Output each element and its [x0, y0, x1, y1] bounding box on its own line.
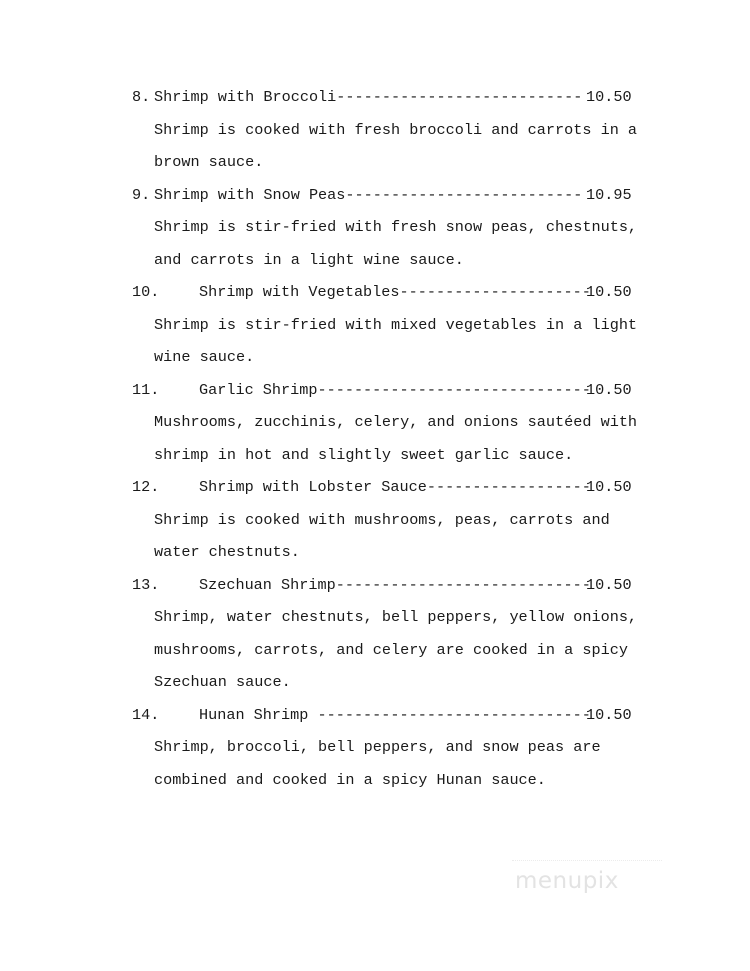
menu-item-9 — [0, 179, 750, 277]
item-description-line: combined and cooked in a spicy Hunan sauce. — [154, 770, 546, 789]
item-number: 8. — [132, 88, 151, 106]
item-number: 10. — [132, 283, 160, 301]
menu-item-14 — [0, 699, 750, 797]
item-description-line: Shrimp is cooked with mushrooms, peas, carrots and — [154, 510, 610, 529]
item-price: 10.50 — [586, 380, 632, 399]
item-description-line: Shrimp, water chestnuts, bell peppers, yellow onions, — [154, 608, 638, 626]
item-title: Shrimp with Broccoli--------------------------- — [154, 88, 583, 106]
item-description-line: mushrooms, carrots, and celery are cooked in a spicy — [154, 640, 628, 659]
item-price: 10.50 — [586, 88, 632, 106]
item-number: 12. — [132, 478, 160, 496]
item-number: 11. — [132, 380, 160, 399]
item-number: 13. — [132, 575, 160, 594]
item-description-line: and carrots in a light wine sauce. — [154, 250, 464, 269]
item-title: Shrimp with Snow Peas-------------------------- — [154, 185, 583, 204]
item-price: 10.50 — [586, 705, 632, 724]
item-description-line: shrimp in hot and slightly sweet garlic sauce. — [154, 445, 574, 464]
item-description-line: wine sauce. — [154, 348, 255, 366]
menu-list — [0, 81, 750, 796]
item-description-line: Shrimp is cooked with fresh broccoli and carrots in a — [154, 120, 638, 139]
item-description-line: Shrimp is stir-fried with mixed vegetables in a light — [154, 315, 638, 334]
watermark-divider — [512, 860, 662, 862]
item-title: Szechuan Shrimp---------------------------- — [199, 575, 591, 594]
item-description-line: water chestnuts. — [154, 543, 300, 561]
item-description-line: Szechuan sauce. — [154, 673, 291, 691]
item-description-line: Mushrooms, zucchinis, celery, and onions sautéed with — [154, 413, 638, 431]
menu-item-12 — [0, 471, 750, 569]
item-title: Shrimp with Lobster Sauce------------------ — [199, 478, 591, 496]
menu-item-8 — [0, 81, 750, 179]
item-number: 14. — [132, 705, 160, 724]
item-price: 10.95 — [586, 185, 632, 204]
item-price: 10.50 — [586, 478, 632, 496]
item-description-line: Shrimp is stir-fried with fresh snow peas, chestnuts, — [154, 218, 638, 236]
item-description-line: Shrimp, broccoli, bell peppers, and snow peas are — [154, 738, 601, 756]
item-number: 9. — [132, 185, 151, 204]
menu-item-11 — [0, 374, 750, 472]
item-price: 10.50 — [586, 575, 632, 594]
menu-item-10 — [0, 276, 750, 374]
item-title: Hunan Shrimp ------------------------------ — [199, 705, 591, 724]
menu-item-13 — [0, 569, 750, 699]
item-title: Shrimp with Vegetables--------------------- — [199, 283, 591, 301]
watermark-logo: menupix — [515, 868, 619, 894]
item-title: Garlic Shrimp------------------------------ — [199, 380, 591, 399]
item-description-line: brown sauce. — [154, 153, 264, 171]
item-price: 10.50 — [586, 283, 632, 301]
